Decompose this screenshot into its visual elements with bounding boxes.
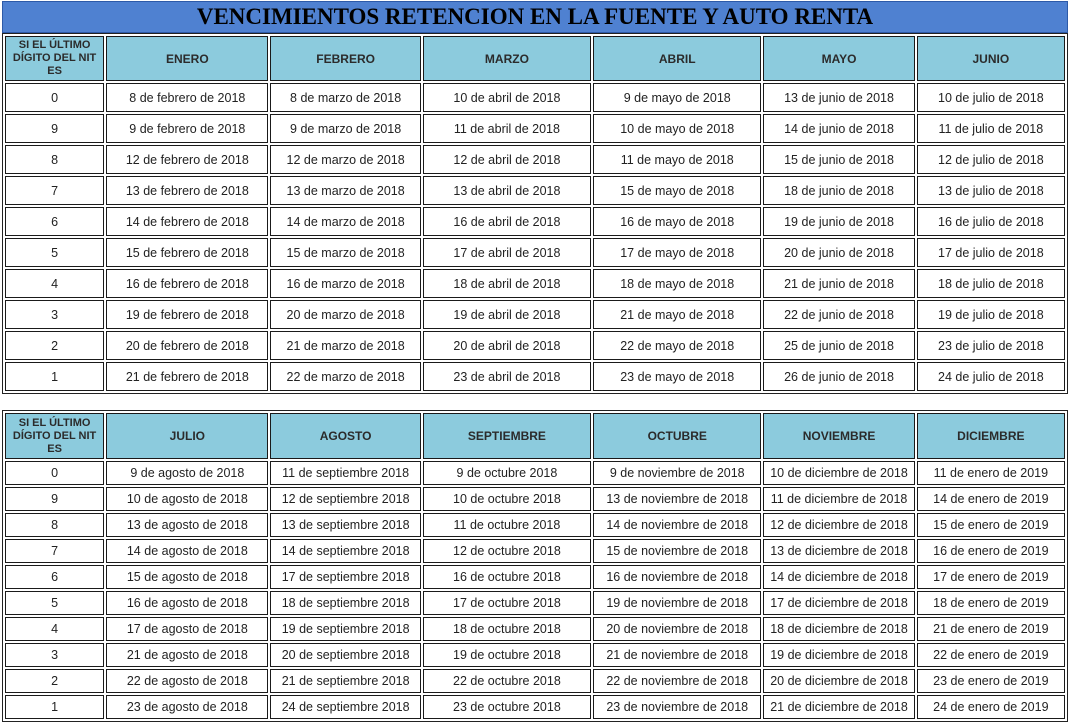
due-date-cell: 18 de abril de 2018 bbox=[423, 269, 591, 298]
due-date-cell: 10 de diciembre de 2018 bbox=[763, 461, 914, 485]
due-date-cell: 13 de agosto de 2018 bbox=[106, 513, 268, 537]
due-date-cell: 17 de septiembre 2018 bbox=[270, 565, 420, 589]
month-header: FEBRERO bbox=[270, 36, 420, 81]
due-date-cell: 14 de febrero de 2018 bbox=[106, 207, 268, 236]
nit-digit-cell: 3 bbox=[5, 643, 104, 667]
due-date-cell: 23 de mayo de 2018 bbox=[593, 362, 761, 391]
due-date-cell: 18 de enero de 2019 bbox=[917, 591, 1065, 615]
due-date-cell: 13 de septiembre 2018 bbox=[270, 513, 420, 537]
due-date-cell: 22 de mayo de 2018 bbox=[593, 331, 761, 360]
nit-digit-cell: 4 bbox=[5, 269, 104, 298]
due-date-cell: 17 de agosto de 2018 bbox=[106, 617, 268, 641]
due-dates-table-second-half bbox=[2, 410, 1068, 722]
due-date-cell: 20 de diciembre de 2018 bbox=[763, 669, 914, 693]
table-row bbox=[5, 207, 1065, 236]
due-date-cell: 14 de agosto de 2018 bbox=[106, 539, 268, 563]
due-date-cell: 15 de febrero de 2018 bbox=[106, 238, 268, 267]
table-row bbox=[5, 513, 1065, 537]
month-header: OCTUBRE bbox=[593, 413, 761, 459]
nit-digit-cell: 9 bbox=[5, 114, 104, 143]
due-date-cell: 18 de mayo de 2018 bbox=[593, 269, 761, 298]
digit-column-header: SI EL ÚLTIMO DÍGITO DEL NIT ES bbox=[5, 413, 104, 459]
month-header: MAYO bbox=[763, 36, 914, 81]
table-header-row bbox=[5, 36, 1065, 81]
due-date-cell: 17 de diciembre de 2018 bbox=[763, 591, 914, 615]
due-date-cell: 10 de agosto de 2018 bbox=[106, 487, 268, 511]
due-date-cell: 24 de septiembre 2018 bbox=[270, 695, 420, 719]
nit-digit-cell: 4 bbox=[5, 617, 104, 641]
due-date-cell: 16 de agosto de 2018 bbox=[106, 591, 268, 615]
due-date-cell: 20 de abril de 2018 bbox=[423, 331, 591, 360]
due-date-cell: 15 de mayo de 2018 bbox=[593, 176, 761, 205]
due-date-cell: 11 de mayo de 2018 bbox=[593, 145, 761, 174]
due-date-cell: 17 de abril de 2018 bbox=[423, 238, 591, 267]
due-date-cell: 12 de julio de 2018 bbox=[917, 145, 1065, 174]
due-date-cell: 16 de octubre 2018 bbox=[423, 565, 591, 589]
digit-column-header: SI EL ÚLTIMO DÍGITO DEL NIT ES bbox=[5, 36, 104, 81]
due-date-cell: 20 de febrero de 2018 bbox=[106, 331, 268, 360]
due-date-cell: 19 de septiembre 2018 bbox=[270, 617, 420, 641]
due-date-cell: 19 de abril de 2018 bbox=[423, 300, 591, 329]
table-row bbox=[5, 238, 1065, 267]
table-row bbox=[5, 176, 1065, 205]
due-date-cell: 11 de abril de 2018 bbox=[423, 114, 591, 143]
due-date-cell: 19 de diciembre de 2018 bbox=[763, 643, 914, 667]
due-date-cell: 18 de julio de 2018 bbox=[917, 269, 1065, 298]
due-date-cell: 24 de enero de 2019 bbox=[917, 695, 1065, 719]
due-date-cell: 20 de marzo de 2018 bbox=[270, 300, 420, 329]
month-header: AGOSTO bbox=[270, 413, 420, 459]
due-date-cell: 24 de julio de 2018 bbox=[917, 362, 1065, 391]
table-row bbox=[5, 331, 1065, 360]
due-date-cell: 13 de abril de 2018 bbox=[423, 176, 591, 205]
table-row bbox=[5, 487, 1065, 511]
due-date-cell: 8 de marzo de 2018 bbox=[270, 83, 420, 112]
due-date-cell: 17 de octubre 2018 bbox=[423, 591, 591, 615]
month-header: ABRIL bbox=[593, 36, 761, 81]
due-date-cell: 19 de octubre 2018 bbox=[423, 643, 591, 667]
due-date-cell: 10 de mayo de 2018 bbox=[593, 114, 761, 143]
due-date-cell: 9 de noviembre de 2018 bbox=[593, 461, 761, 485]
due-date-cell: 14 de diciembre de 2018 bbox=[763, 565, 914, 589]
due-date-cell: 22 de marzo de 2018 bbox=[270, 362, 420, 391]
due-date-cell: 10 de julio de 2018 bbox=[917, 83, 1065, 112]
nit-digit-cell: 5 bbox=[5, 238, 104, 267]
table-row bbox=[5, 565, 1065, 589]
month-header: SEPTIEMBRE bbox=[423, 413, 591, 459]
due-date-cell: 16 de mayo de 2018 bbox=[593, 207, 761, 236]
table-row bbox=[5, 643, 1065, 667]
due-date-cell: 22 de octubre 2018 bbox=[423, 669, 591, 693]
due-date-cell: 11 de septiembre 2018 bbox=[270, 461, 420, 485]
due-date-cell: 22 de enero de 2019 bbox=[917, 643, 1065, 667]
due-date-cell: 21 de enero de 2019 bbox=[917, 617, 1065, 641]
due-date-cell: 23 de julio de 2018 bbox=[917, 331, 1065, 360]
due-date-cell: 13 de diciembre de 2018 bbox=[763, 539, 914, 563]
due-date-cell: 11 de julio de 2018 bbox=[917, 114, 1065, 143]
due-date-cell: 22 de agosto de 2018 bbox=[106, 669, 268, 693]
due-date-cell: 14 de junio de 2018 bbox=[763, 114, 914, 143]
due-date-cell: 15 de marzo de 2018 bbox=[270, 238, 420, 267]
due-date-cell: 23 de agosto de 2018 bbox=[106, 695, 268, 719]
due-date-cell: 22 de junio de 2018 bbox=[763, 300, 914, 329]
month-header: ENERO bbox=[106, 36, 268, 81]
nit-digit-cell: 1 bbox=[5, 695, 104, 719]
nit-digit-cell: 0 bbox=[5, 461, 104, 485]
month-header: JUNIO bbox=[917, 36, 1065, 81]
due-date-cell: 16 de julio de 2018 bbox=[917, 207, 1065, 236]
table-row bbox=[5, 461, 1065, 485]
due-date-cell: 18 de septiembre 2018 bbox=[270, 591, 420, 615]
due-date-cell: 12 de octubre 2018 bbox=[423, 539, 591, 563]
due-date-cell: 10 de octubre 2018 bbox=[423, 487, 591, 511]
due-date-cell: 21 de mayo de 2018 bbox=[593, 300, 761, 329]
due-date-cell: 23 de octubre 2018 bbox=[423, 695, 591, 719]
due-date-cell: 9 de octubre 2018 bbox=[423, 461, 591, 485]
nit-digit-cell: 6 bbox=[5, 207, 104, 236]
due-date-cell: 11 de diciembre de 2018 bbox=[763, 487, 914, 511]
nit-digit-cell: 8 bbox=[5, 513, 104, 537]
month-header: JULIO bbox=[106, 413, 268, 459]
due-date-cell: 14 de enero de 2019 bbox=[917, 487, 1065, 511]
table-row bbox=[5, 695, 1065, 719]
due-date-cell: 10 de abril de 2018 bbox=[423, 83, 591, 112]
due-date-cell: 9 de mayo de 2018 bbox=[593, 83, 761, 112]
due-date-cell: 11 de enero de 2019 bbox=[917, 461, 1065, 485]
due-date-cell: 18 de diciembre de 2018 bbox=[763, 617, 914, 641]
due-date-cell: 19 de julio de 2018 bbox=[917, 300, 1065, 329]
nit-digit-cell: 8 bbox=[5, 145, 104, 174]
due-date-cell: 17 de mayo de 2018 bbox=[593, 238, 761, 267]
table-row bbox=[5, 269, 1065, 298]
due-date-cell: 25 de junio de 2018 bbox=[763, 331, 914, 360]
due-date-cell: 16 de noviembre de 2018 bbox=[593, 565, 761, 589]
nit-digit-cell: 7 bbox=[5, 176, 104, 205]
due-date-cell: 19 de febrero de 2018 bbox=[106, 300, 268, 329]
table-row bbox=[5, 617, 1065, 641]
due-date-cell: 15 de junio de 2018 bbox=[763, 145, 914, 174]
due-date-cell: 19 de junio de 2018 bbox=[763, 207, 914, 236]
due-date-cell: 21 de junio de 2018 bbox=[763, 269, 914, 298]
due-date-cell: 13 de junio de 2018 bbox=[763, 83, 914, 112]
due-date-cell: 20 de noviembre de 2018 bbox=[593, 617, 761, 641]
table-row bbox=[5, 539, 1065, 563]
due-date-cell: 14 de septiembre 2018 bbox=[270, 539, 420, 563]
due-date-cell: 14 de marzo de 2018 bbox=[270, 207, 420, 236]
due-date-cell: 12 de septiembre 2018 bbox=[270, 487, 420, 511]
due-date-cell: 8 de febrero de 2018 bbox=[106, 83, 268, 112]
table-row bbox=[5, 300, 1065, 329]
nit-digit-cell: 7 bbox=[5, 539, 104, 563]
due-date-cell: 9 de febrero de 2018 bbox=[106, 114, 268, 143]
due-date-cell: 12 de abril de 2018 bbox=[423, 145, 591, 174]
due-dates-table-first-half bbox=[2, 33, 1068, 394]
due-date-cell: 13 de julio de 2018 bbox=[917, 176, 1065, 205]
due-date-cell: 13 de marzo de 2018 bbox=[270, 176, 420, 205]
due-date-cell: 21 de septiembre 2018 bbox=[270, 669, 420, 693]
due-date-cell: 11 de octubre 2018 bbox=[423, 513, 591, 537]
due-date-cell: 17 de julio de 2018 bbox=[917, 238, 1065, 267]
table-row bbox=[5, 362, 1065, 391]
due-date-cell: 17 de enero de 2019 bbox=[917, 565, 1065, 589]
due-date-cell: 23 de enero de 2019 bbox=[917, 669, 1065, 693]
nit-digit-cell: 2 bbox=[5, 331, 104, 360]
due-date-cell: 23 de abril de 2018 bbox=[423, 362, 591, 391]
due-date-cell: 15 de noviembre de 2018 bbox=[593, 539, 761, 563]
nit-digit-cell: 0 bbox=[5, 83, 104, 112]
due-date-cell: 21 de febrero de 2018 bbox=[106, 362, 268, 391]
due-date-cell: 18 de octubre 2018 bbox=[423, 617, 591, 641]
due-date-cell: 12 de febrero de 2018 bbox=[106, 145, 268, 174]
due-date-cell: 16 de marzo de 2018 bbox=[270, 269, 420, 298]
due-date-cell: 20 de septiembre 2018 bbox=[270, 643, 420, 667]
nit-digit-cell: 5 bbox=[5, 591, 104, 615]
due-date-cell: 13 de febrero de 2018 bbox=[106, 176, 268, 205]
month-header: DICIEMBRE bbox=[917, 413, 1065, 459]
due-date-cell: 15 de agosto de 2018 bbox=[106, 565, 268, 589]
due-date-cell: 12 de marzo de 2018 bbox=[270, 145, 420, 174]
table-header-row bbox=[5, 413, 1065, 459]
month-header: MARZO bbox=[423, 36, 591, 81]
due-date-cell: 9 de agosto de 2018 bbox=[106, 461, 268, 485]
due-date-cell: 20 de junio de 2018 bbox=[763, 238, 914, 267]
due-date-cell: 14 de noviembre de 2018 bbox=[593, 513, 761, 537]
due-date-cell: 18 de junio de 2018 bbox=[763, 176, 914, 205]
due-date-cell: 21 de noviembre de 2018 bbox=[593, 643, 761, 667]
due-date-cell: 13 de noviembre de 2018 bbox=[593, 487, 761, 511]
page-title: VENCIMIENTOS RETENCION EN LA FUENTE Y AUTO RENTA bbox=[2, 1, 1068, 33]
nit-digit-cell: 3 bbox=[5, 300, 104, 329]
due-date-cell: 21 de marzo de 2018 bbox=[270, 331, 420, 360]
due-date-cell: 16 de febrero de 2018 bbox=[106, 269, 268, 298]
due-date-cell: 21 de agosto de 2018 bbox=[106, 643, 268, 667]
table-row bbox=[5, 669, 1065, 693]
due-date-cell: 21 de diciembre de 2018 bbox=[763, 695, 914, 719]
due-date-cell: 23 de noviembre de 2018 bbox=[593, 695, 761, 719]
due-date-cell: 19 de noviembre de 2018 bbox=[593, 591, 761, 615]
due-date-cell: 16 de enero de 2019 bbox=[917, 539, 1065, 563]
due-date-cell: 9 de marzo de 2018 bbox=[270, 114, 420, 143]
due-date-cell: 22 de noviembre de 2018 bbox=[593, 669, 761, 693]
nit-digit-cell: 9 bbox=[5, 487, 104, 511]
table-row bbox=[5, 114, 1065, 143]
table-row bbox=[5, 145, 1065, 174]
nit-digit-cell: 2 bbox=[5, 669, 104, 693]
table-row bbox=[5, 591, 1065, 615]
due-date-cell: 12 de diciembre de 2018 bbox=[763, 513, 914, 537]
nit-digit-cell: 6 bbox=[5, 565, 104, 589]
due-date-cell: 16 de abril de 2018 bbox=[423, 207, 591, 236]
due-date-cell: 26 de junio de 2018 bbox=[763, 362, 914, 391]
table-row bbox=[5, 83, 1065, 112]
due-date-cell: 15 de enero de 2019 bbox=[917, 513, 1065, 537]
nit-digit-cell: 1 bbox=[5, 362, 104, 391]
month-header: NOVIEMBRE bbox=[763, 413, 914, 459]
